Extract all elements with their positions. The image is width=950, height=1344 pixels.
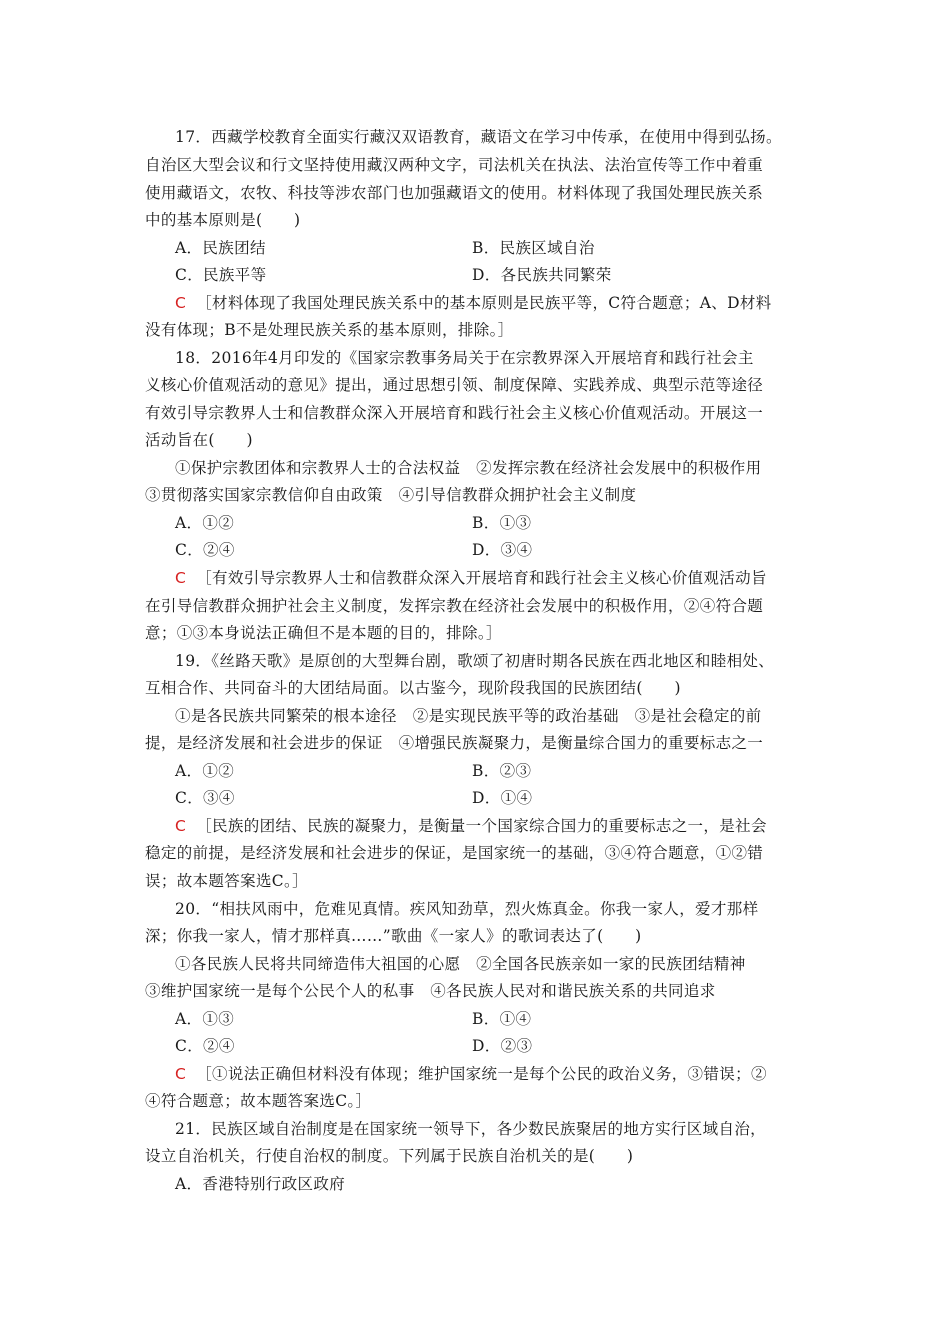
question-stem-line: 18．2016年4月印发的《国家宗教事务局关于在宗教界深入开展培育和践行社会主 xyxy=(175,349,754,367)
answer-explanation-line xyxy=(175,1064,767,1084)
question-stem-line: 中的基本原则是( ) xyxy=(145,211,301,229)
option-d: D．①④ xyxy=(472,789,533,807)
explanation-text: ［①说法正确但材料没有体现；维护国家统一是每个公民的政治义务，③错误；② xyxy=(196,1065,767,1083)
statement-line: ①保护宗教团体和宗教界人士的合法权益 ②发挥宗教在经济社会发展中的积极作用 xyxy=(175,459,762,477)
question-stem-line: 深；你我一家人，情才那样真……”歌曲《一家人》的歌词表达了( ) xyxy=(145,927,642,945)
option-c: C．民族平等 xyxy=(175,266,267,284)
answer-explanation-line: 意；①③本身说法正确但不是本题的目的，排除。］ xyxy=(145,624,502,642)
question-stem-line: 活动旨在( ) xyxy=(145,431,253,449)
option-c: C．②④ xyxy=(175,1037,235,1055)
option-c: C．③④ xyxy=(175,789,235,807)
answer-letter: C xyxy=(175,1065,187,1083)
answer-explanation-line xyxy=(175,568,767,588)
statement-line: ①各民族人民将共同缔造伟大祖国的心愿 ②全国各民族亲如一家的民族团结精神 xyxy=(175,955,746,973)
answer-letter: C xyxy=(175,294,187,312)
question-stem-line: 设立自治机关，行使自治权的制度。下列属于民族自治机关的是( ) xyxy=(145,1147,634,1165)
option-b: B．②③ xyxy=(472,762,532,780)
statement-line: 提，是经济发展和社会进步的保证 ④增强民族凝聚力，是衡量综合国力的重要标志之一 xyxy=(145,734,764,752)
option-a: A．民族团结 xyxy=(175,239,266,257)
answer-letter: C xyxy=(175,569,187,587)
option-a: A．①③ xyxy=(175,1010,235,1028)
statement-line: ①是各民族共同繁荣的根本途径 ②是实现民族平等的政治基础 ③是社会稳定的前 xyxy=(175,707,762,725)
option-a: A．①② xyxy=(175,762,235,780)
answer-explanation-line: ④符合题意；故本题答案选C。］ xyxy=(145,1092,372,1110)
answer-explanation-line xyxy=(175,816,767,836)
option-c: C．②④ xyxy=(175,541,235,559)
answer-explanation-line: 误；故本题答案选C。］ xyxy=(145,872,308,890)
statement-line: ③贯彻落实国家宗教信仰自由政策 ④引导信教群众拥护社会主义制度 xyxy=(145,486,637,504)
answer-letter: C xyxy=(175,817,187,835)
question-stem-line: 义核心价值观活动的意见》提出，通过思想引领、制度保障、实践养成、典型示范等途径 xyxy=(145,376,764,394)
question-stem-line: 有效引导宗教界人士和信教群众深入开展培育和践行社会主义核心价值观活动。开展这一 xyxy=(145,404,764,422)
question-stem-line: 自治区大型会议和行文坚持使用藏汉两种文字，司法机关在执法、法治宣传等工作中着重 xyxy=(145,156,764,174)
option-b: B．民族区域自治 xyxy=(472,239,595,257)
answer-explanation-line: 稳定的前提，是经济发展和社会进步的保证，是国家统一的基础，③④符合题意，①②错 xyxy=(145,844,764,862)
option-d: D．②③ xyxy=(472,1037,533,1055)
answer-explanation-line xyxy=(175,293,772,313)
explanation-text: ［有效引导宗教界人士和信教群众深入开展培育和践行社会主义核心价值观活动旨 xyxy=(196,569,767,587)
question-stem-line: 17．西藏学校教育全面实行藏汉双语教育，藏语文在学习中传承，在使用中得到弘扬。 xyxy=(175,128,782,146)
question-stem-line: 使用藏语文，农牧、科技等涉农部门也加强藏语文的使用。材料体现了我国处理民族关系 xyxy=(145,184,764,202)
question-stem-line: 19．《丝路天歌》是原创的大型舞台剧，歌颂了初唐时期各民族在西北地区和睦相处、 xyxy=(175,652,775,670)
option-d: D．③④ xyxy=(472,541,533,559)
option-a: A．香港特别行政区政府 xyxy=(175,1175,346,1193)
option-a: A．①② xyxy=(175,514,235,532)
option-d: D．各民族共同繁荣 xyxy=(472,266,612,284)
answer-explanation-line: 在引导信教群众拥护社会主义制度，发挥宗教在经济社会发展中的积极作用，②④符合题 xyxy=(145,597,764,615)
answer-explanation-line: 没有体现；B不是处理民族关系的基本原则，排除。］ xyxy=(145,321,514,339)
question-stem-line: 21．民族区域自治制度是在国家统一领导下，各少数民族聚居的地方实行区域自治， xyxy=(175,1120,767,1138)
explanation-text: ［民族的团结、民族的凝聚力，是衡量一个国家综合国力的重要标志之一，是社会 xyxy=(196,817,767,835)
option-b: B．①④ xyxy=(472,1010,532,1028)
question-stem-line: 20．“相扶风雨中，危难见真情。疾风知劲草，烈火炼真金。你我一家人，爱才那样 xyxy=(175,900,759,918)
explanation-text: ［材料体现了我国处理民族关系中的基本原则是民族平等，C符合题意；A、D材料 xyxy=(196,294,772,312)
option-b: B．①③ xyxy=(472,514,532,532)
statement-line: ③维护国家统一是每个公民个人的私事 ④各民族人民对和谐民族关系的共同追求 xyxy=(145,982,716,1000)
question-stem-line: 互相合作、共同奋斗的大团结局面。以古鉴今，现阶段我国的民族团结( ) xyxy=(145,679,681,697)
